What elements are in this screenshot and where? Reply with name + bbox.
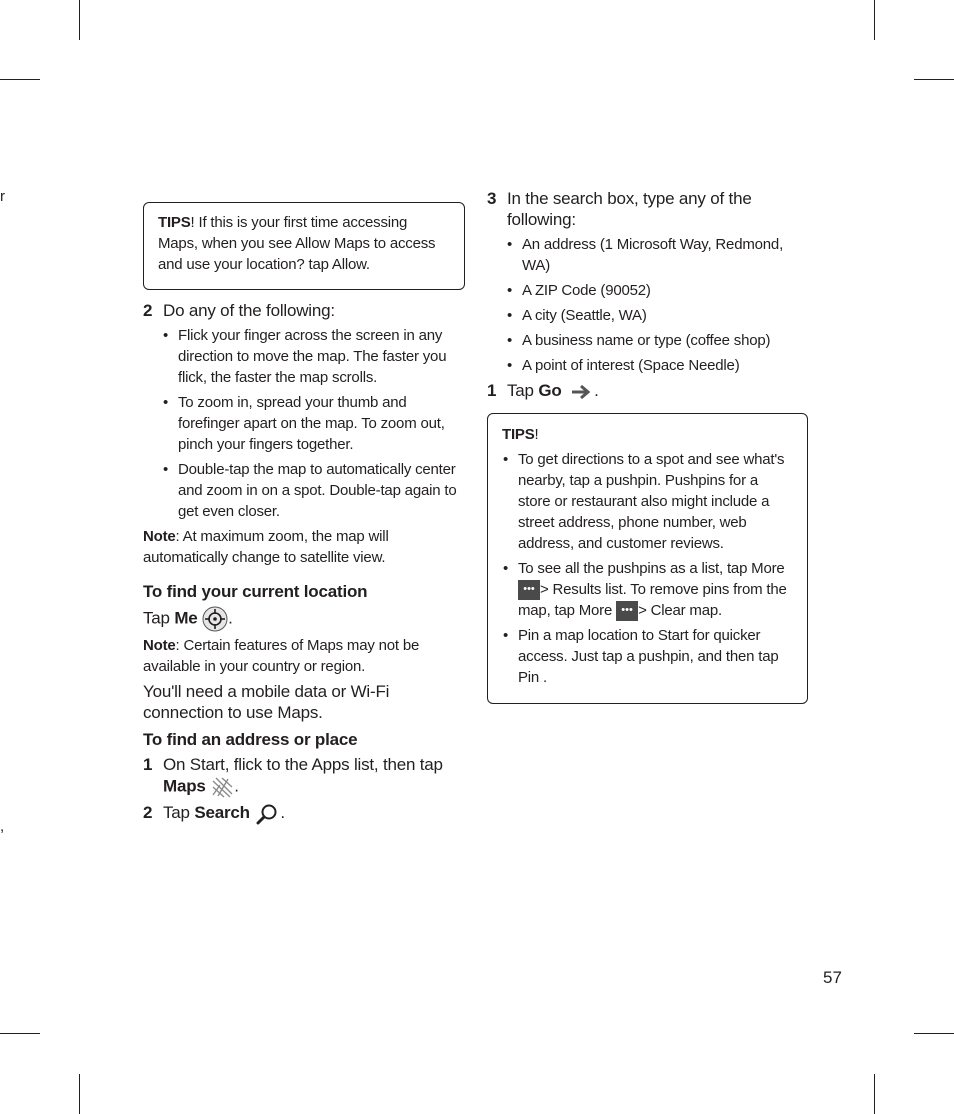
note: Note: Certain features of Maps may not be available in your country or region. <box>143 637 420 675</box>
list-item: • To zoom in, spread your thumb and forefinger apart on the map. To zoom out, pinch your fingers together. <box>163 394 445 453</box>
bullet-list <box>487 234 807 376</box>
maps-app-icon <box>210 775 234 799</box>
note: Note: At maximum zoom, the map will automatically change to satellite view. <box>143 528 389 566</box>
crop-mark <box>874 0 875 40</box>
step-item: 3 In the search box, type any of the following: <box>487 189 752 229</box>
crop-mark <box>0 79 40 80</box>
more-icon: ••• <box>616 601 638 621</box>
margin-mark: r <box>0 188 5 205</box>
search-icon <box>254 803 280 825</box>
tips-text: ! If this is your first time accessing Maps, when you see Allow Maps to access and use your location? tap Allow. <box>158 214 436 273</box>
page-number: 57 <box>823 968 842 987</box>
locate-me-icon <box>202 606 228 632</box>
list-item: • An address (1 Microsoft Way, Redmond, WA) <box>507 236 784 274</box>
more-icon: ••• <box>518 580 540 600</box>
crop-mark <box>914 79 954 80</box>
data-note: You'll need a mobile data or Wi-Fi connection to use Maps. <box>143 682 390 722</box>
arrow-right-icon <box>566 383 594 401</box>
tips-box <box>143 202 465 290</box>
section-heading: To find your current location <box>143 582 368 601</box>
list-item: • A city (Seattle, WA) <box>507 307 647 324</box>
list-item: • A ZIP Code (90052) <box>507 282 651 299</box>
section-heading: To find an address or place <box>143 730 358 749</box>
left-column <box>143 300 468 825</box>
tap-me-line: Tap Me . <box>143 606 468 632</box>
bullet-list <box>143 325 468 522</box>
list-item: • A point of interest (Space Needle) <box>507 357 740 374</box>
tips-label: TIPS <box>502 426 535 443</box>
step-item: 1 Tap Go . <box>487 381 599 400</box>
step-text: Do any of the following: <box>163 301 335 320</box>
crop-mark <box>79 0 80 40</box>
list-item: • To get directions to a spot and see what's nearby, tap a pushpin. Pushpins for a store or restaurant also might include a street address, phone number, web address, and customer reviews. <box>503 451 785 552</box>
crop-mark <box>79 1074 80 1114</box>
step-item <box>143 300 468 321</box>
tips-label: TIPS <box>158 214 191 231</box>
list-item: • Flick your finger across the screen in any direction to move the map. The faster you flick, the faster the map scrolls. <box>163 327 447 386</box>
crop-mark <box>0 1033 40 1034</box>
list-item: • Double-tap the map to automatically center and zoom in on a spot. Double-tap again to get even closer. <box>163 461 457 520</box>
list-item: • A business name or type (coffee shop) <box>507 332 771 349</box>
list-item: • To see all the pushpins as a list, tap More ••• > Results list. To remove pins from the map, tap More ••• > Clear map. <box>488 558 793 621</box>
margin-mark: , <box>0 818 5 835</box>
step-item: 1 On Start, flick to the Apps list, then tap Maps . <box>143 754 468 799</box>
list-item: • Pin a map location to Start for quicker access. Just tap a pushpin, and then tap Pin . <box>503 627 779 687</box>
step-number: 2 <box>143 301 153 320</box>
right-column <box>487 188 807 401</box>
bullet-list <box>488 449 793 688</box>
crop-mark <box>874 1074 875 1114</box>
tips-box: TIPS! • To get directions to a spot and see what's nearby, tap a pushpin. Pushpins for a store or restaurant also might include a street address, phone number, web address, and customer reviews. • To see all the pushpins as a list, tap More ••• > Results list. To remove pins from the map, tap More ••• > Clear map. • Pin a map location to Start for quicker access. Just tap a pushpin, and then tap Pin . <box>487 413 808 704</box>
crop-mark <box>914 1033 954 1034</box>
step-item: 2 Tap Search . <box>143 802 468 825</box>
